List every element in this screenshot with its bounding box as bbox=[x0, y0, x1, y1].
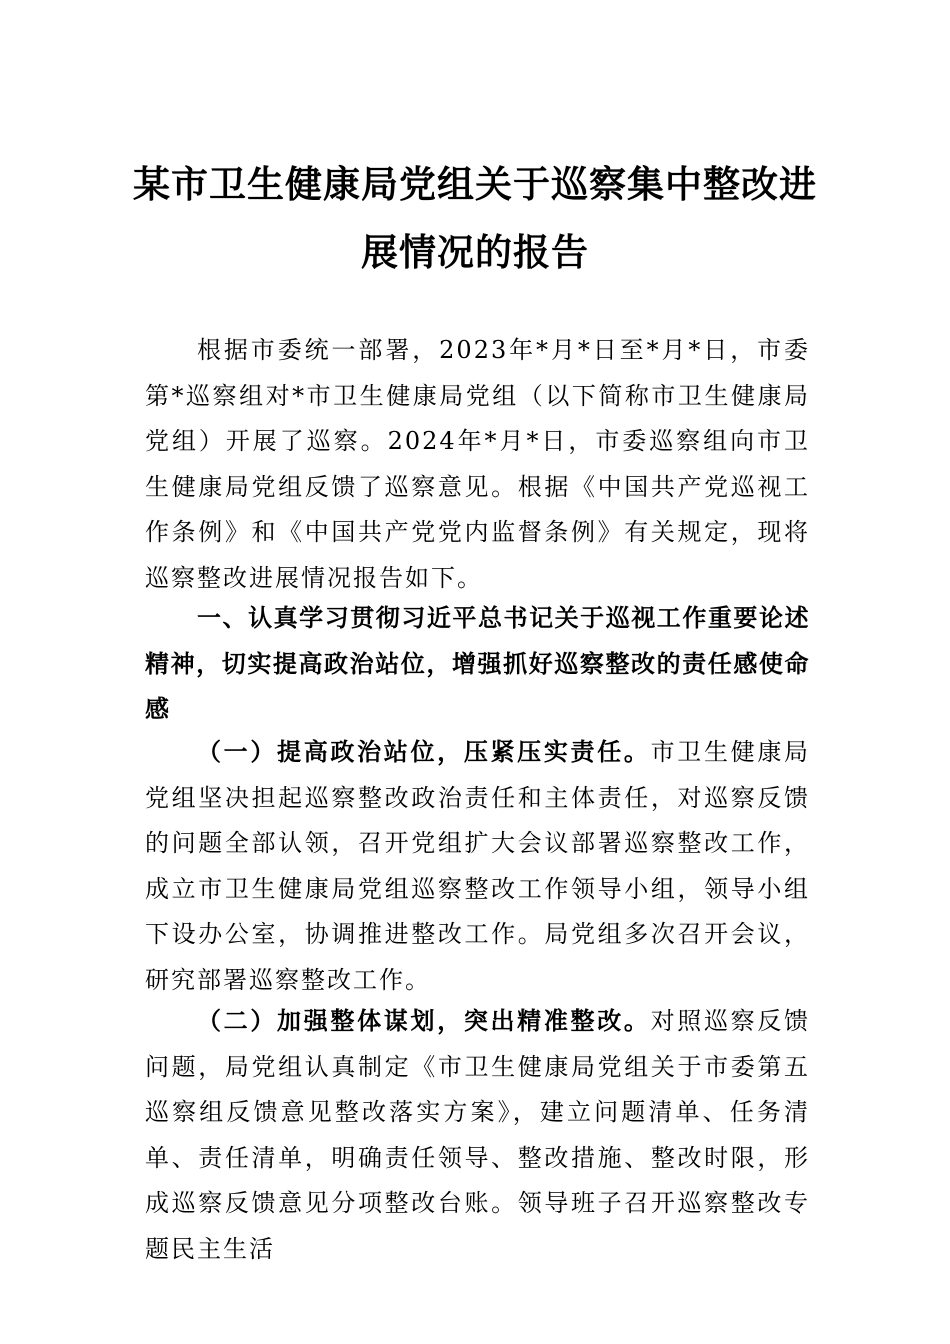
document-title: 某市卫生健康局党组关于巡察集中整改进展情况的报告 bbox=[133, 162, 817, 274]
subsection-paragraph-1 bbox=[145, 729, 810, 1003]
subsection-lead-1: （一）提高政治站位，压紧压实责任。 bbox=[197, 737, 651, 766]
intro-paragraph: 根据市委统一部署，2023年*月*日至*月*日，市委第*巡察组对*市卫生健康局党组（以下简称市卫生健康局党组）开展了巡察。2024年*月*日，市委巡察组向市卫生健康局党组反馈了巡察意见。根据《中国共产党巡视工作条例》和《中国共产党党内监督条例》有关规定，现将巡察整改进展情况报告如下。 bbox=[145, 336, 810, 592]
subsection-paragraph-2 bbox=[145, 998, 810, 1272]
subsection-lead-2: （二）加强整体谋划，突出精准整改。 bbox=[197, 1006, 651, 1035]
subsection-text-1: 市卫生健康局党组坚决担起巡察整改政治责任和主体责任，对巡察反馈的问题全部认领，召开党组扩大会议部署巡察整改工作，成立市卫生健康局党组巡察整改工作领导小组，领导小组下设办公室，协调推进整改工作。局党组多次召开会议，研究部署巡察整改工作。 bbox=[145, 738, 811, 994]
section-heading-1: 一、认真学习贯彻习近平总书记关于巡视工作重要论述精神，切实提高政治站位，增强抓好巡察整改的责任感使命感 bbox=[145, 604, 810, 723]
subsection-text-2: 对照巡察反馈问题，局党组认真制定《市卫生健康局党组关于市委第五巡察组反馈意见整改落实方案》，建立问题清单、任务清单、责任清单，明确责任领导、整改措施、整改时限，形成巡察反馈意见分项整改台账。领导班子召开巡察整改专题民主生活 bbox=[145, 1007, 811, 1263]
